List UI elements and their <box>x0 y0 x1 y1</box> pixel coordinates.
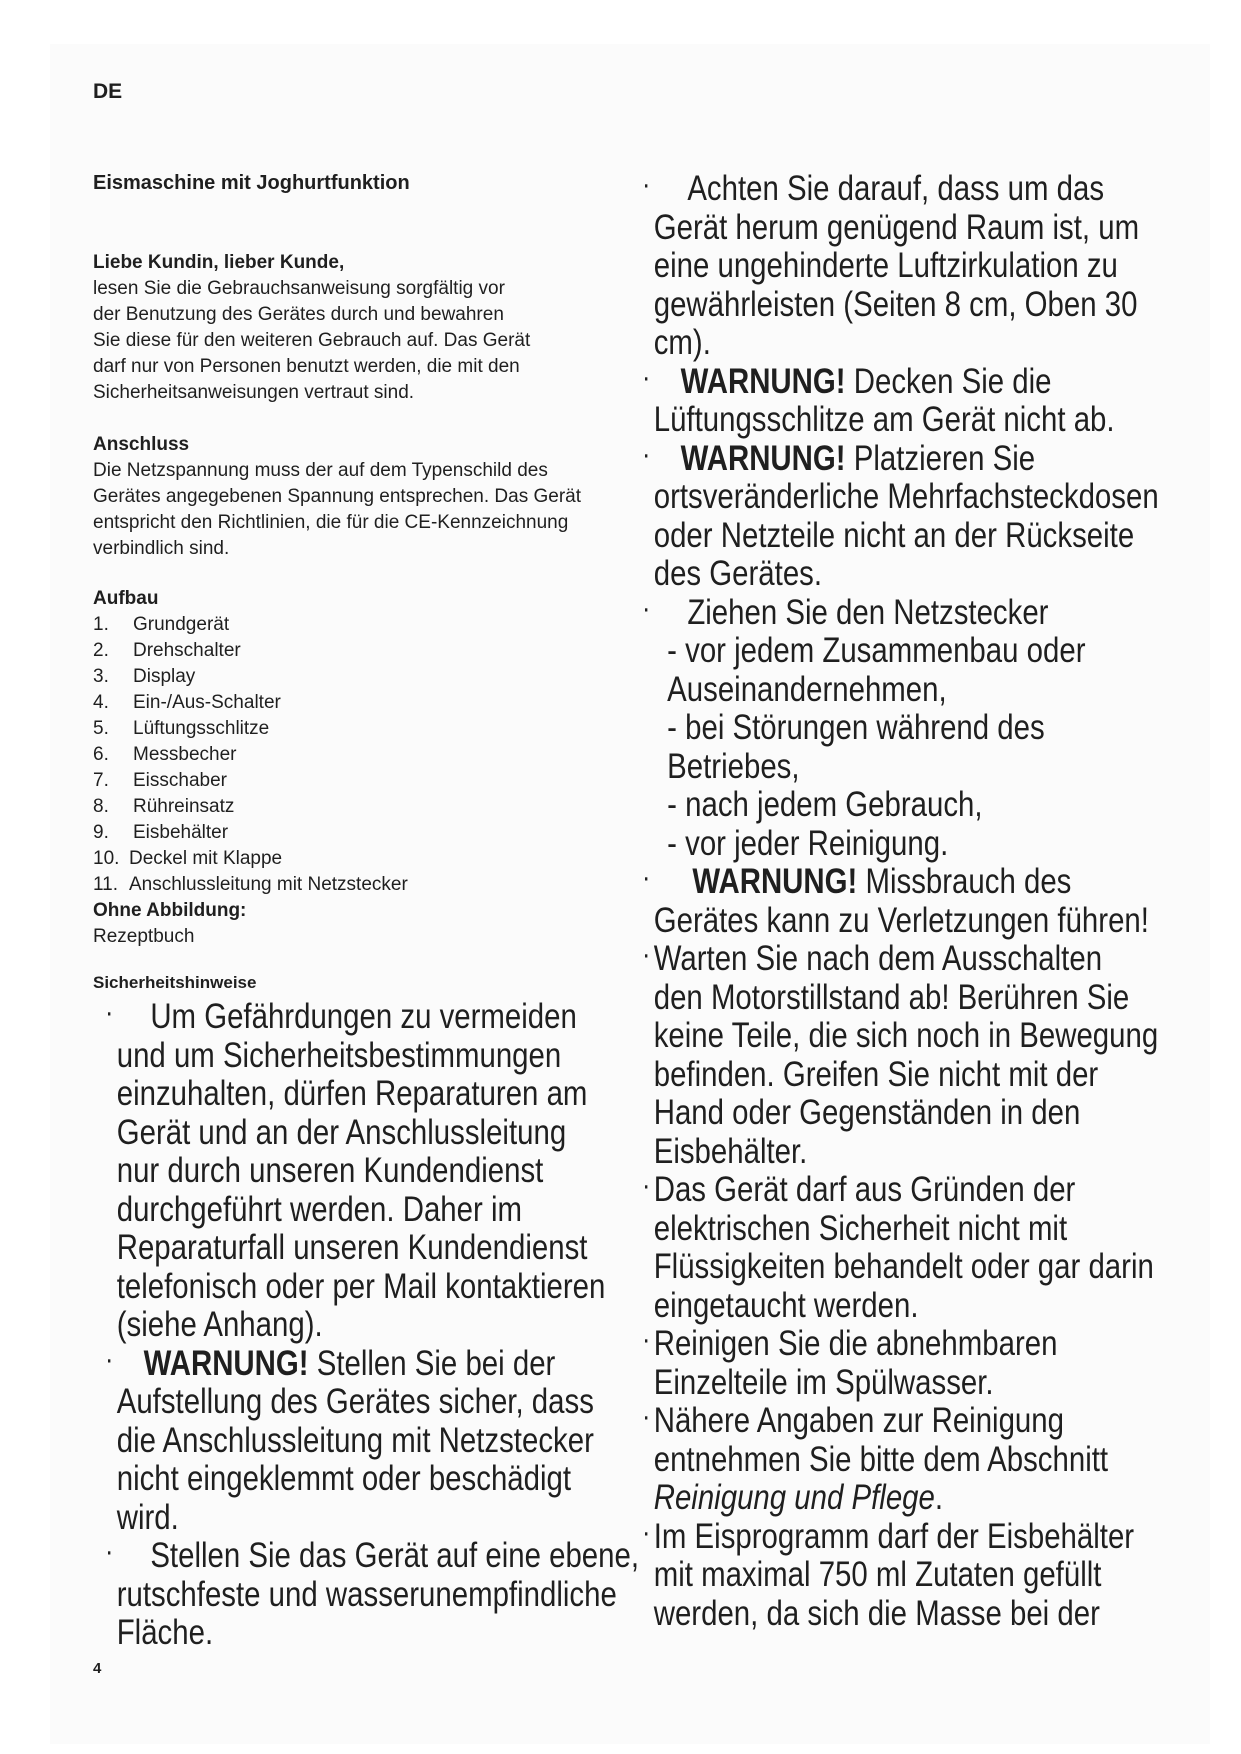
page-number: 4 <box>93 1660 102 1677</box>
intro-line: darf nur von Personen benutzt werden, die mit den <box>93 356 520 377</box>
safety-bullet-misuse: · WARNUNG! Missbrauch des Gerätes kann zu Verletzungen führen! <box>641 861 1149 940</box>
bullet-icon: · <box>641 938 651 971</box>
bullet-icon: · <box>104 1535 114 1568</box>
bullet-icon: · <box>641 168 651 201</box>
anschluss-line: Gerätes angegebenen Spannung entsprechen. Das Gerät <box>93 486 582 507</box>
safety-bullet-repairs: · Um Gefährdungen zu vermeiden und um Sicherheitsbestimmungen einzuhalten, dürfen Reparaturen am Gerät und an der Anschlussleitung nur durch unseren Kundendienst durchgeführt werden. Daher im Reparaturfall unseren Kundendienst telefonisch oder per Mail kontaktieren (siehe Anhang). <box>104 996 606 1344</box>
bullet-icon: · <box>641 1169 651 1202</box>
list-item: 4. Ein-/Aus-Schalter <box>93 692 281 713</box>
intro-line: lesen Sie die Gebrauchsanweisung sorgfältig vor <box>93 278 505 299</box>
list-item: 5. Lüftungsschlitze <box>93 718 270 739</box>
safety-bullet-sockets: · WARNUNG! Platzieren Sie ortsveränderliche Mehrfachsteckdosen oder Netzteile nicht an der Rückseite des Gerätes. <box>641 437 1159 593</box>
sicherheit-heading: Sicherheitshinweise <box>93 973 257 992</box>
warning-label: WARNUNG! <box>143 1343 309 1383</box>
safety-bullet-parts: · Reinigen Sie die abnehmbaren Einzelteile im Spülwasser. <box>641 1323 1058 1402</box>
list-item: 6. Messbecher <box>93 744 237 765</box>
anschluss-section <box>93 432 613 562</box>
bullet-icon: · <box>641 437 651 471</box>
anschluss-heading: Anschluss <box>93 434 190 455</box>
aufbau-heading: Aufbau <box>93 588 159 609</box>
safety-bullet-unplug: · Ziehen Sie den Netzstecker - vor jedem Zusammenbau oder Auseinandernehmen, - bei Störungen während des Betriebes, - nach jedem Gebrauch, - vor jeder Reinigung. <box>641 591 1086 863</box>
intro-section <box>93 250 613 406</box>
safety-bullet-airflow: · Achten Sie darauf, dass um das Gerät herum genügend Raum ist, um eine ungehinderte Luftzirkulation zu gewährleisten (Seiten 8 cm, Oben 30 cm). <box>641 168 1140 362</box>
safety-bullet-cable: · WARNUNG! Stellen Sie bei der Aufstellung des Gerätes sicher, dass die Anschlussleitung mit Netzstecker nicht eingeklemmt oder beschädigt wird. <box>104 1342 594 1537</box>
intro-salutation: Liebe Kundin, lieber Kunde, <box>93 252 345 273</box>
bullet-icon: · <box>104 996 114 1029</box>
bullet-icon: · <box>104 1342 114 1376</box>
safety-bullet-capacity: · Im Eisprogramm darf der Eisbehälter mit maximal 750 ml Zutaten gefüllt werden, da sich die Masse bei der <box>641 1515 1135 1633</box>
safety-bullet-motor: · Warten Sie nach dem Ausschalten den Motorstillstand ab! Berühren Sie keine Teile, die sich noch in Bewegung befinden. Greifen Sie nicht mit der Hand oder Gegenständen in den Eisbehälter. <box>641 938 1159 1171</box>
warning-label: WARNUNG! <box>680 361 846 401</box>
ohne-abbildung-heading: Ohne Abbildung: <box>93 900 247 921</box>
safety-left-column <box>104 996 732 1653</box>
cleaning-section-reference: Reinigung und Pflege <box>653 1478 935 1517</box>
anschluss-line: Die Netzspannung muss der auf dem Typenschild des <box>93 460 548 481</box>
safety-right-column <box>641 168 1241 1633</box>
list-item: 11. Anschlussleitung mit Netzstecker <box>93 874 408 895</box>
bullet-icon: · <box>641 1323 651 1356</box>
list-item: 2. Drehschalter <box>93 640 241 661</box>
intro-line: Sicherheitsanweisungen vertraut sind. <box>93 382 415 403</box>
safety-bullet-cleaning: · Nähere Angaben zur Reinigung entnehmen Sie bitte dem Abschnitt Reinigung und Pflege. <box>641 1400 1109 1517</box>
anschluss-line: verbindlich sind. <box>93 538 230 559</box>
safety-bullet-surface: · Stellen Sie das Gerät auf eine ebene, rutschfeste und wasserunempfindliche Fläche. <box>104 1535 640 1652</box>
intro-line: der Benutzung des Gerätes durch und bewahren <box>93 304 504 325</box>
warning-label: WARNUNG! <box>692 862 858 901</box>
list-item: 1. Grundgerät <box>93 614 230 635</box>
page-title: Eismaschine mit Joghurtfunktion <box>93 172 410 194</box>
anschluss-line: entspricht den Richtlinien, die für die CE-Kennzeichnung <box>93 512 569 533</box>
bullet-icon: · <box>641 1515 651 1549</box>
list-item: 3. Display <box>93 666 196 687</box>
bullet-icon: · <box>641 1400 651 1433</box>
list-item: 9. Eisbehälter <box>93 822 229 843</box>
warning-label: WARNUNG! <box>680 438 846 478</box>
language-label: DE <box>93 80 123 103</box>
ohne-abbildung-item: Rezeptbuch <box>93 926 195 947</box>
list-item: 7. Eisschaber <box>93 770 227 791</box>
safety-bullet-vents: · WARNUNG! Decken Sie die Lüftungsschlitze am Gerät nicht ab. <box>641 360 1115 439</box>
safety-bullet-liquids: · Das Gerät darf aus Gründen der elektrischen Sicherheit nicht mit Flüssigkeiten behandelt oder gar darin eingetaucht werden. <box>641 1169 1154 1325</box>
intro-line: Sie diese für den weiteren Gebrauch auf. Das Gerät <box>93 330 531 351</box>
parts-list <box>93 612 613 898</box>
aufbau-section <box>93 586 613 950</box>
bullet-icon: · <box>641 591 651 625</box>
bullet-icon: · <box>641 360 651 394</box>
list-item: 10. Deckel mit Klappe <box>93 848 283 869</box>
list-item: 8. Rühreinsatz <box>93 796 235 817</box>
bullet-icon: · <box>641 861 651 894</box>
